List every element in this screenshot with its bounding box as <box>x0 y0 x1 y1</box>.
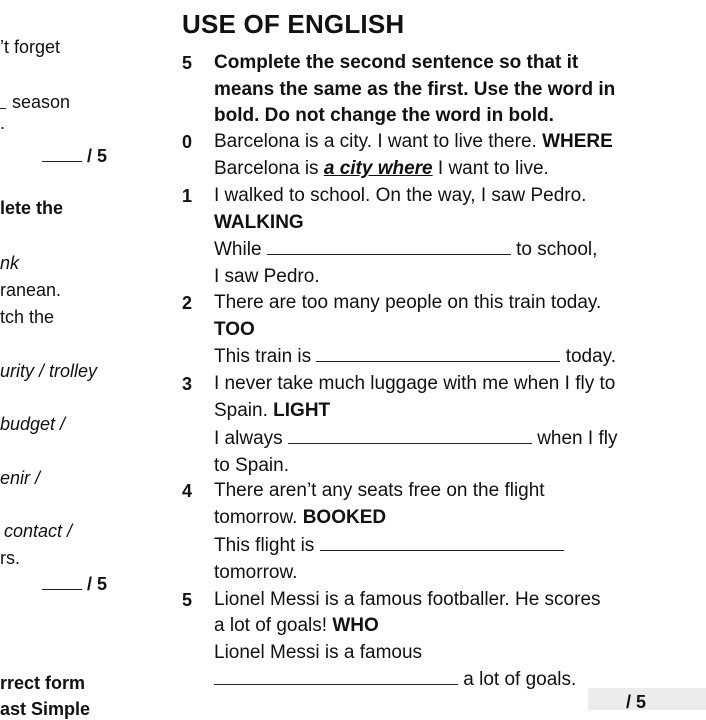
answer-blank[interactable] <box>214 670 458 685</box>
instruction-line-3: bold. Do not change the word in bold. <box>214 105 554 126</box>
left-text-7: tch the <box>0 307 55 327</box>
item-1-line-1: I walked to school. On the way, I saw Pedro. <box>214 185 587 206</box>
left-text-6: ranean. <box>0 280 62 300</box>
left-text-8: urity / trolley <box>0 361 98 381</box>
left-text-1: ’t forget <box>0 37 61 57</box>
item-5-line-2: a lot of goals! WHO <box>214 615 379 636</box>
item-number: 1 <box>182 186 193 206</box>
left-text-2: season <box>12 92 71 112</box>
left-text-4: lete the <box>0 198 64 218</box>
item-4-line-2: tomorrow. BOOKED <box>214 507 387 528</box>
left-blank <box>0 98 6 109</box>
item-0-line-1: Barcelona is a city. I want to live there. WHERE <box>214 131 613 152</box>
score-box <box>588 688 706 710</box>
left-text-12: rs. <box>0 548 20 568</box>
item-number: 2 <box>182 293 193 313</box>
item-1-keyword: WALKING <box>214 212 304 233</box>
left-text-13: rrect form <box>0 673 86 693</box>
example-answer: a city where <box>323 158 433 179</box>
answer-blank[interactable] <box>288 429 532 444</box>
item-3-line-4: to Spain. <box>214 455 289 476</box>
item-4-line-1: There aren’t any seats free on the flight <box>214 480 545 501</box>
item-5-line-4: a lot of goals. <box>214 669 576 691</box>
item-0-line-2: Barcelona is a city where I want to live. <box>214 158 549 179</box>
score-blank <box>42 147 82 162</box>
left-text-9: budget / <box>0 414 66 434</box>
item-1-line-3: While to school, <box>214 239 598 260</box>
left-score-1: / 5 <box>42 146 107 167</box>
item-number: 3 <box>182 374 193 394</box>
answer-blank[interactable] <box>320 536 564 551</box>
item-number: 5 <box>182 590 193 610</box>
item-2-line-3: This train is today. <box>214 346 617 367</box>
left-text-5: nk <box>0 253 20 273</box>
item-3-line-3: I always when I fly <box>214 428 618 449</box>
item-4-line-3: This flight is <box>214 535 564 557</box>
left-text-14: ast Simple <box>0 699 91 719</box>
item-number: 0 <box>182 132 193 152</box>
answer-blank[interactable] <box>316 347 560 362</box>
item-4-line-4: tomorrow. <box>214 562 298 583</box>
page-title: USE OF ENGLISH <box>182 9 405 39</box>
score-3: / 5 <box>626 692 647 712</box>
item-3-line-1: I never take much luggage with me when I fly to <box>214 373 616 394</box>
item-5-line-1: Lionel Messi is a famous footballer. He scores <box>214 589 601 610</box>
score-blank <box>42 575 82 590</box>
item-3-line-2: Spain. LIGHT <box>214 400 331 421</box>
left-score-2: / 5 <box>42 574 107 595</box>
left-text-11: contact / <box>4 521 73 541</box>
item-5-line-3: Lionel Messi is a famous <box>214 642 423 663</box>
left-text-10: enir / <box>0 468 41 488</box>
item-2-keyword: TOO <box>214 319 255 340</box>
item-number: 4 <box>182 481 193 501</box>
instruction-line-2: means the same as the first. Use the word in <box>214 79 616 100</box>
left-text-3: . <box>0 113 6 133</box>
item-2-line-1: There are too many people on this train today. <box>214 292 602 313</box>
answer-blank[interactable] <box>267 240 511 255</box>
instruction-line-1: Complete the second sentence so that it <box>214 52 579 73</box>
section-number: 5 <box>182 53 193 73</box>
item-1-line-4: I saw Pedro. <box>214 266 320 287</box>
